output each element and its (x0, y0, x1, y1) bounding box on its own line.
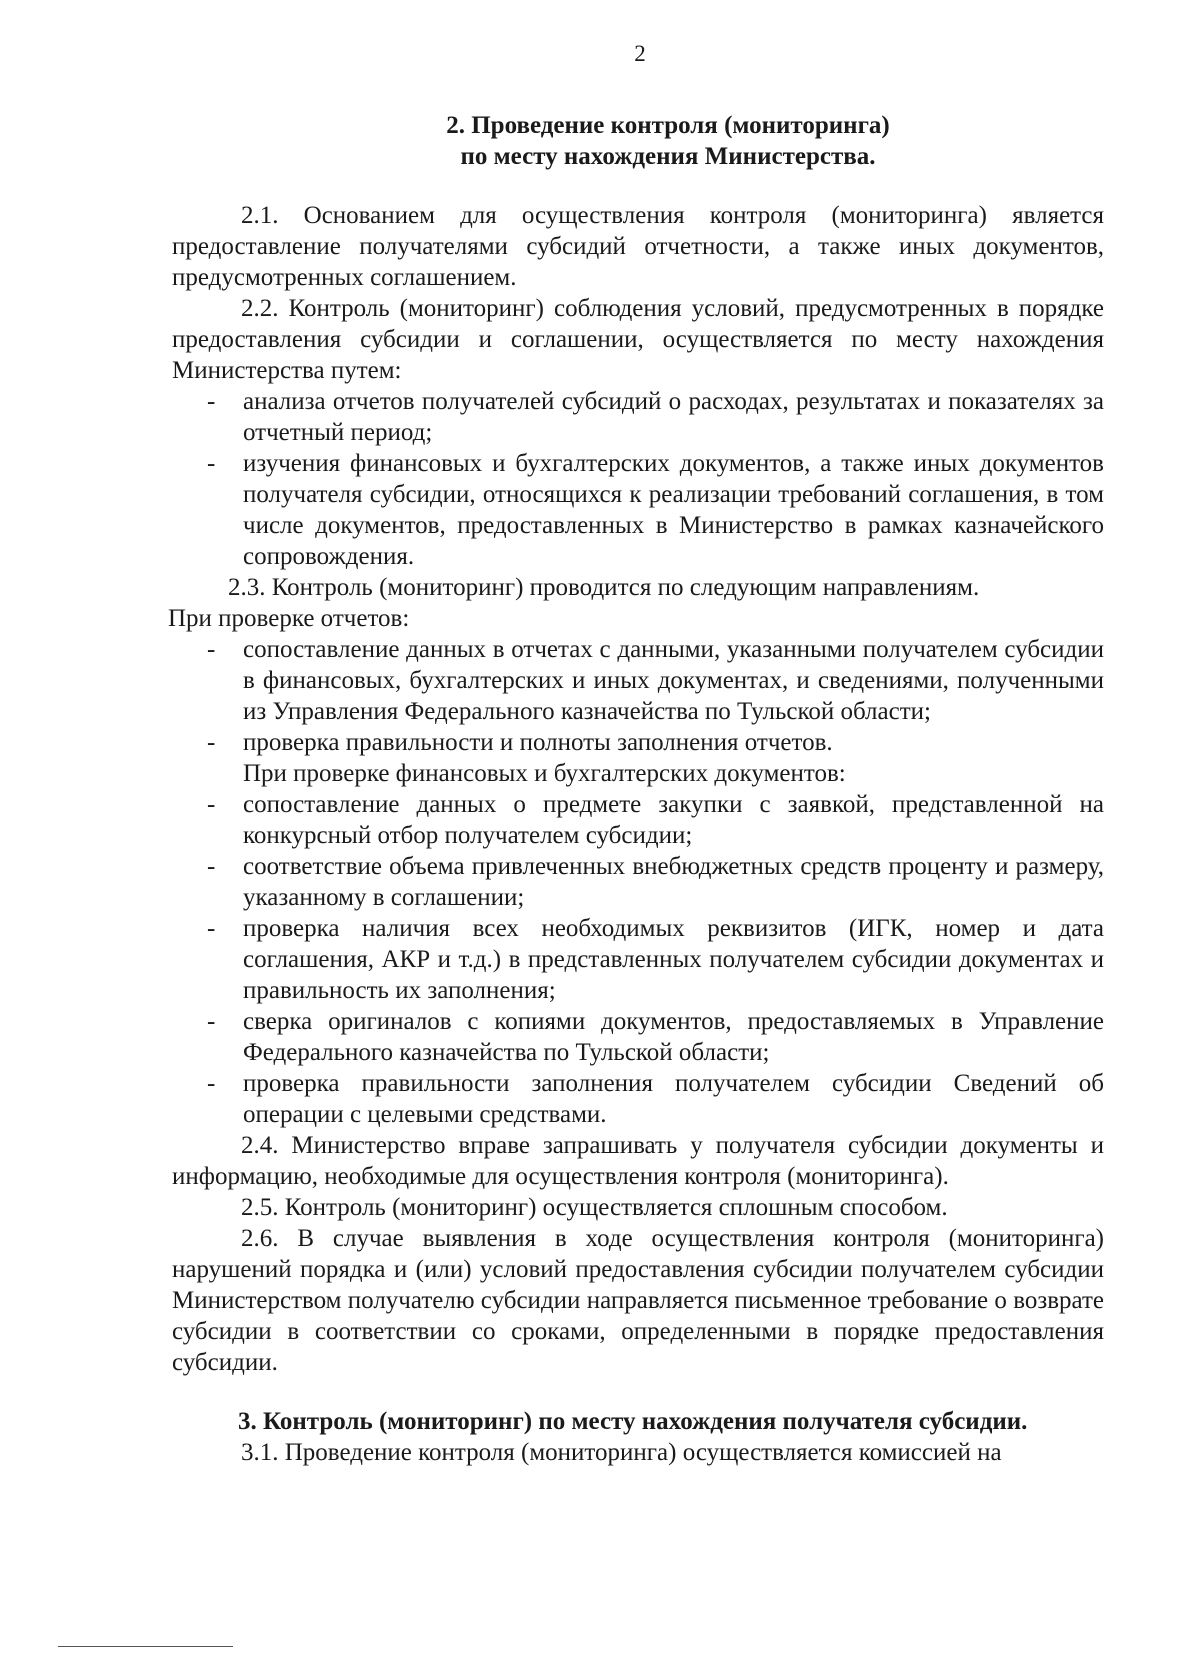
list-item: - проверка наличия всех необходимых реквизитов (ИГК, номер и дата соглашения, АКР и т.д.) в представленных получателем субсидии документах и правильность их заполнения; (207, 915, 1104, 1004)
fin-docs-label: При проверке финансовых и бухгалтерских документов: (243, 760, 846, 787)
paragraph-2-4: 2.4. Министерство вправе запрашивать у получателя субсидии документы и информацию, необходимые для осуществления контроля (мониторинга). (172, 1132, 1104, 1190)
paragraph-3-1: 3.1. Проведение контроля (мониторинга) осуществляется комиссией на (241, 1439, 1002, 1466)
dash-bullet: - (207, 450, 216, 477)
paragraph-2-3: 2.3. Контроль (мониторинг) проводится по следующим направлениям. (228, 574, 980, 601)
list-item: - сверка оригиналов с копиями документов, предоставляемых в Управление Федерального казначейства по Тульской области; (207, 1008, 1104, 1066)
paragraph-2-1: 2.1. Основанием для осуществления контроля (мониторинга) является предоставление получателями субсидий отчетности, а также иных документов, предусмотренных соглашением. (172, 202, 1104, 291)
reports-label: При проверке отчетов: (168, 605, 410, 632)
list-item: - сопоставление данных о предмете закупки с заявкой, представленной на конкурсный отбор получателем субсидии; (207, 791, 1104, 849)
dash-bullet: - (207, 636, 216, 663)
dash-bullet: - (207, 853, 216, 880)
document-body (168, 110, 1104, 1468)
dash-bullet: - (207, 915, 216, 942)
list-item: - соответствие объема привлеченных внебюджетных средств проценту и размеру, указанному в соглашении; (207, 853, 1104, 911)
section-2-heading-line-2: по месту нахождения Министерства. (460, 143, 876, 170)
footnote-separator (58, 1646, 233, 1647)
section-2-heading-line-1: 2. Проведение контроля (мониторинга) (446, 112, 890, 139)
list-item: - анализа отчетов получателей субсидий о расходах, результатах и показателях за отчетный период; (207, 388, 1104, 446)
list-item: - изучения финансовых и бухгалтерских документов, а также иных документов получателя субсидии, относящихся к реализации требований соглашения, в том числе документов, предоставленных в Министерство в рамках казначейского сопровождения. (207, 450, 1104, 570)
list-item: - проверка правильности и полноты заполнения отчетов. (207, 729, 833, 756)
dash-bullet: - (207, 388, 216, 415)
paragraph-2-2: 2.2. Контроль (мониторинг) соблюдения условий, предусмотренных в порядке предоставления субсидии и соглашении, осуществляется по месту нахождения Министерства путем: (172, 295, 1104, 384)
dash-bullet: - (207, 1070, 216, 1097)
dash-bullet: - (207, 729, 216, 756)
dash-bullet: - (207, 1008, 216, 1035)
page-number: 2 (634, 41, 646, 66)
paragraph-2-6: 2.6. В случае выявления в ходе осуществления контроля (мониторинга) нарушений порядка и (или) условий предоставления субсидии получателем субсидии Министерством получателю субсидии направляется письменное требование о возврате субсидии в соответствии со сроками, определенными в порядке предоставления субсидии. (172, 1225, 1104, 1376)
paragraph-2-5: 2.5. Контроль (мониторинг) осуществляется сплошным способом. (241, 1194, 948, 1221)
list-item: - сопоставление данных в отчетах с данными, указанными получателем субсидии в финансовых, бухгалтерских и иных документах, и сведениями, полученными из Управления Федерального казначейства по Тульской области; (207, 636, 1104, 725)
section-3-heading: 3. Контроль (мониторинг) по месту нахождения получателя субсидии. (238, 1408, 1028, 1435)
dash-bullet: - (207, 791, 216, 818)
list-item: - проверка правильности заполнения получателем субсидии Сведений об операции с целевыми средствами. (207, 1070, 1104, 1128)
